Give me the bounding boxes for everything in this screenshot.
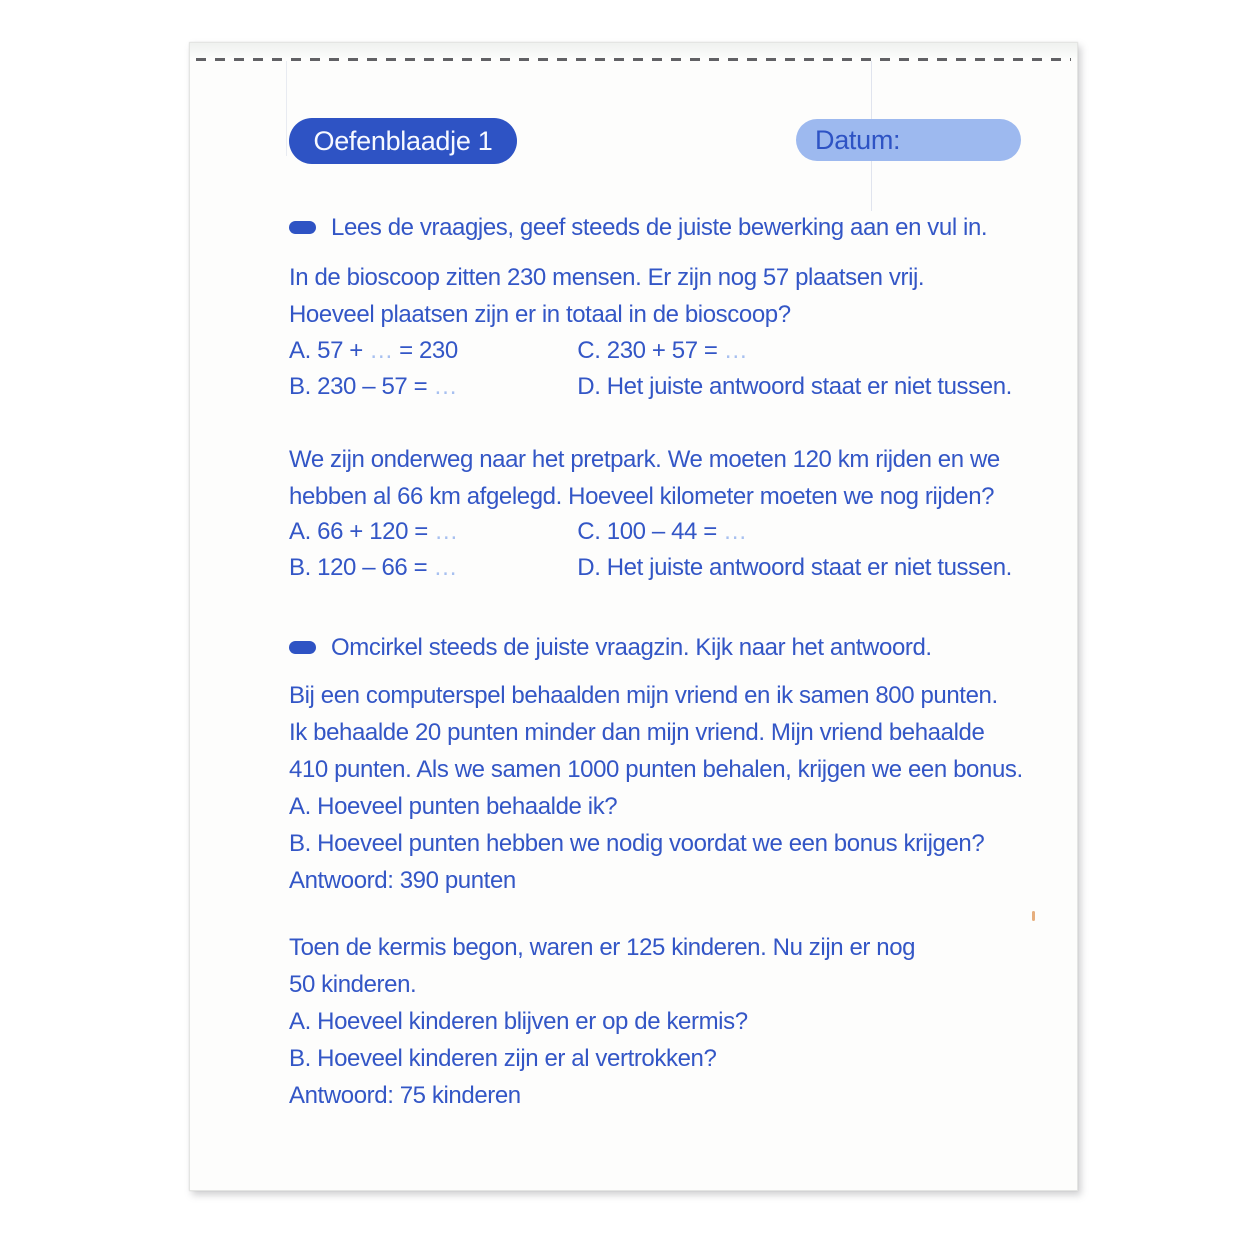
options-row [289, 514, 1012, 550]
problem-line: 50 kinderen. [289, 971, 417, 998]
worksheet-title-badge [289, 118, 517, 164]
tear-strip [190, 43, 1077, 58]
answer-ellipsis: … [369, 337, 393, 364]
option-text: B. 230 – 57 = [289, 373, 434, 400]
problem-4-text [289, 929, 915, 1114]
question-a: A. Hoeveel punten behaalde ik? [289, 793, 618, 820]
problem-line: 410 punten. Als we samen 1000 punten behalen, krijgen we een bonus. [289, 756, 1023, 783]
section-2-instruction [289, 629, 932, 666]
question-b: B. Hoeveel punten hebben we nodig voordat we een bonus krijgen? [289, 830, 985, 857]
scan-artifact-mark [1032, 911, 1035, 921]
problem-2-text [289, 441, 1000, 515]
option-b [289, 550, 571, 586]
option-text: C. 100 – 44 = [577, 518, 724, 545]
problem-1-text [289, 259, 924, 333]
problem-line: Ik behaalde 20 punten minder dan mijn vriend. Mijn vriend behaalde [289, 719, 985, 746]
dash-bullet-icon [289, 221, 316, 234]
answer-line: Antwoord: 75 kinderen [289, 1082, 521, 1109]
worksheet-page [189, 42, 1078, 1191]
date-badge [796, 119, 1021, 161]
option-d [577, 554, 1012, 581]
instruction-text: Omcirkel steeds de juiste vraagzin. Kijk naar het antwoord. [331, 634, 932, 661]
option-a [289, 514, 571, 550]
answer-ellipsis: … [723, 518, 747, 545]
option-text: A. 66 + 120 = [289, 518, 435, 545]
problem-line: Hoeveel plaatsen zijn er in totaal in de bioscoop? [289, 301, 791, 328]
problem-line: We zijn onderweg naar het pretpark. We moeten 120 km rijden en we [289, 446, 1000, 473]
options-row [289, 333, 1012, 369]
question-a: A. Hoeveel kinderen blijven er op de kermis? [289, 1008, 748, 1035]
options-row [289, 369, 1012, 405]
option-c [577, 518, 746, 545]
option-b [289, 369, 571, 405]
option-c [577, 337, 747, 364]
option-text: C. 230 + 57 = [577, 337, 724, 364]
section-1-instruction [289, 209, 987, 246]
problem-line: hebben al 66 km afgelegd. Hoeveel kilometer moeten we nog rijden? [289, 483, 995, 510]
option-a [289, 333, 571, 369]
answer-ellipsis: … [433, 554, 458, 581]
question-b: B. Hoeveel kinderen zijn er al vertrokken? [289, 1045, 717, 1072]
option-text: D. Het juiste antwoord staat er niet tussen. [577, 554, 1012, 581]
option-text: A. 57 + [289, 337, 370, 364]
option-text: = 230 [392, 337, 458, 364]
options-row [289, 550, 1012, 586]
problem-3-text [289, 677, 1023, 899]
answer-line: Antwoord: 390 punten [289, 867, 516, 894]
dash-bullet-icon [289, 641, 316, 654]
date-label: Datum: [815, 124, 901, 155]
worksheet-title: Oefenblaadje 1 [313, 125, 493, 156]
problem-line: Bij een computerspel behaalden mijn vriend en ik samen 800 punten. [289, 682, 998, 709]
perforation-dashed-line [196, 58, 1071, 61]
problem-line: In de bioscoop zitten 230 mensen. Er zijn nog 57 plaatsen vrij. [289, 264, 925, 291]
problem-line: Toen de kermis begon, waren er 125 kinderen. Nu zijn er nog [289, 934, 916, 961]
problem-1-options [289, 333, 1012, 405]
answer-ellipsis: … [434, 518, 458, 545]
problem-2-options [289, 514, 1012, 586]
option-text: D. Het juiste antwoord staat er niet tussen. [577, 373, 1012, 400]
instruction-text: Lees de vraagjes, geef steeds de juiste bewerking aan en vul in. [331, 214, 988, 241]
paper-crease [286, 61, 287, 156]
answer-ellipsis: … [723, 337, 748, 364]
option-d [577, 373, 1012, 400]
option-text: B. 120 – 66 = [289, 554, 434, 581]
answer-ellipsis: … [433, 373, 458, 400]
